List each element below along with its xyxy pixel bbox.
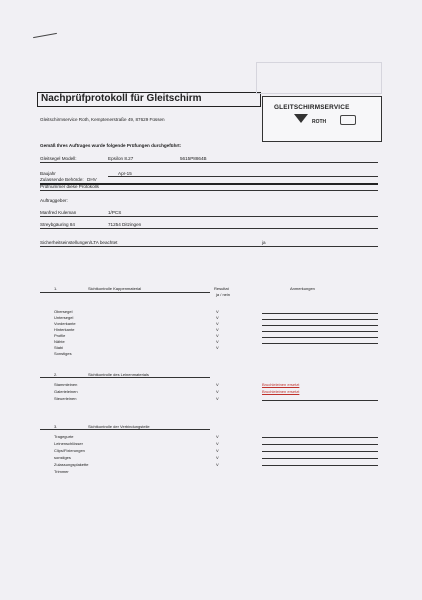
client-name: Manfred Kuleman [40, 210, 77, 215]
s1-item: Hinterkante [54, 327, 75, 332]
section-1-number: 1. [54, 286, 58, 291]
s3-result: V [216, 462, 219, 467]
client-code: 1/PCS [108, 210, 122, 215]
serial-number: 5615P8864B [180, 156, 207, 161]
s1-result: V [216, 339, 219, 344]
s2-result: V [216, 382, 219, 387]
s1-result: V [216, 333, 219, 338]
company-address: Gleitschirmservice Roth, Kemptenerstraße 49, 87629 Füssen [40, 117, 165, 122]
s3-result: V [216, 455, 219, 460]
s1-item: Untersegel [54, 315, 74, 320]
logo-subtitle: ROTH [312, 119, 327, 125]
built-label: Baujahr [40, 171, 56, 176]
s1-item: Stabi [54, 345, 64, 350]
bleed-through-box [256, 62, 382, 94]
built-value: Apr-15 [118, 171, 132, 176]
test-number-label: Prüfnummer diese Protokolls [40, 184, 99, 189]
section-2-title: Sichtkontrolle des Leinenmaterials [88, 372, 149, 377]
s1-item: Profile [54, 333, 66, 338]
section-1-title: Sichtkontrolle Kappenmaterial [88, 286, 142, 291]
client-label: Auftraggeber: [40, 198, 68, 203]
s2-remark: Bruchleleinen ersetzt [262, 389, 300, 394]
page-title: Nachprüfprotokoll für Gleitschirm [41, 93, 202, 104]
s2-remark: Bruchleleinen ersetzt [262, 382, 300, 387]
section-2-number: 2. [54, 372, 58, 377]
s1-item: Sonstiges [54, 351, 72, 356]
authority-label: Zulassende Behörde: [40, 177, 84, 182]
s2-item: Galerieleinen [54, 389, 78, 394]
s3-item: Clips/Fixierungen [54, 448, 85, 453]
section-3-number: 3. [54, 424, 58, 429]
authority-value: DHV [87, 177, 97, 182]
s2-result: V [216, 396, 219, 401]
logo-title: GLEITSCHIRMSERVICE [274, 104, 350, 111]
s1-result: V [216, 309, 219, 314]
s2-item: Stammleinen [54, 382, 78, 387]
remarks-header: Anmerkungen [290, 286, 315, 291]
s2-item: Steuerleinen [54, 396, 77, 401]
street: Streybgäuring 84 [40, 222, 75, 227]
s1-item: Nähte [54, 339, 65, 344]
s1-result: V [216, 345, 219, 350]
s3-item: Trimmer [54, 469, 69, 474]
model-value: Epsilon 8.27 [108, 156, 134, 161]
s1-item: Obersegel [54, 309, 73, 314]
s3-item: Zulassungsplakette [54, 462, 89, 467]
section-3-title: Sichtkontrolle der Verbindungsteile [88, 424, 150, 429]
pen-mark [33, 33, 57, 38]
s2-result: V [216, 389, 219, 394]
s3-item: Tragegurte [54, 434, 74, 439]
intro-text: Gemäß Ihres Auftrages wurde folgende Prüfungen durchgeführt: [40, 143, 182, 148]
s1-result: V [216, 321, 219, 326]
s3-item: sonstiges [54, 455, 71, 460]
model-label: Gleitsegel Modell: [40, 156, 77, 161]
s1-result: V [216, 327, 219, 332]
sewing-machine-icon [340, 115, 356, 125]
s3-result: V [216, 434, 219, 439]
s3-result: V [216, 448, 219, 453]
yes-no-header: ja / nein [216, 292, 231, 297]
safety-label: Sicherheitseinstellungen/LTA beachtet [40, 240, 118, 245]
s1-item: Vorderkante [54, 321, 76, 326]
s3-item: Leinenschlösser [54, 441, 83, 446]
s3-result: V [216, 441, 219, 446]
paraglider-icon [294, 114, 308, 123]
safety-value: ja [262, 240, 266, 245]
result-header: Resultat [214, 286, 229, 291]
city: 71254 Ditzingen [108, 222, 142, 227]
s1-result: V [216, 315, 219, 320]
